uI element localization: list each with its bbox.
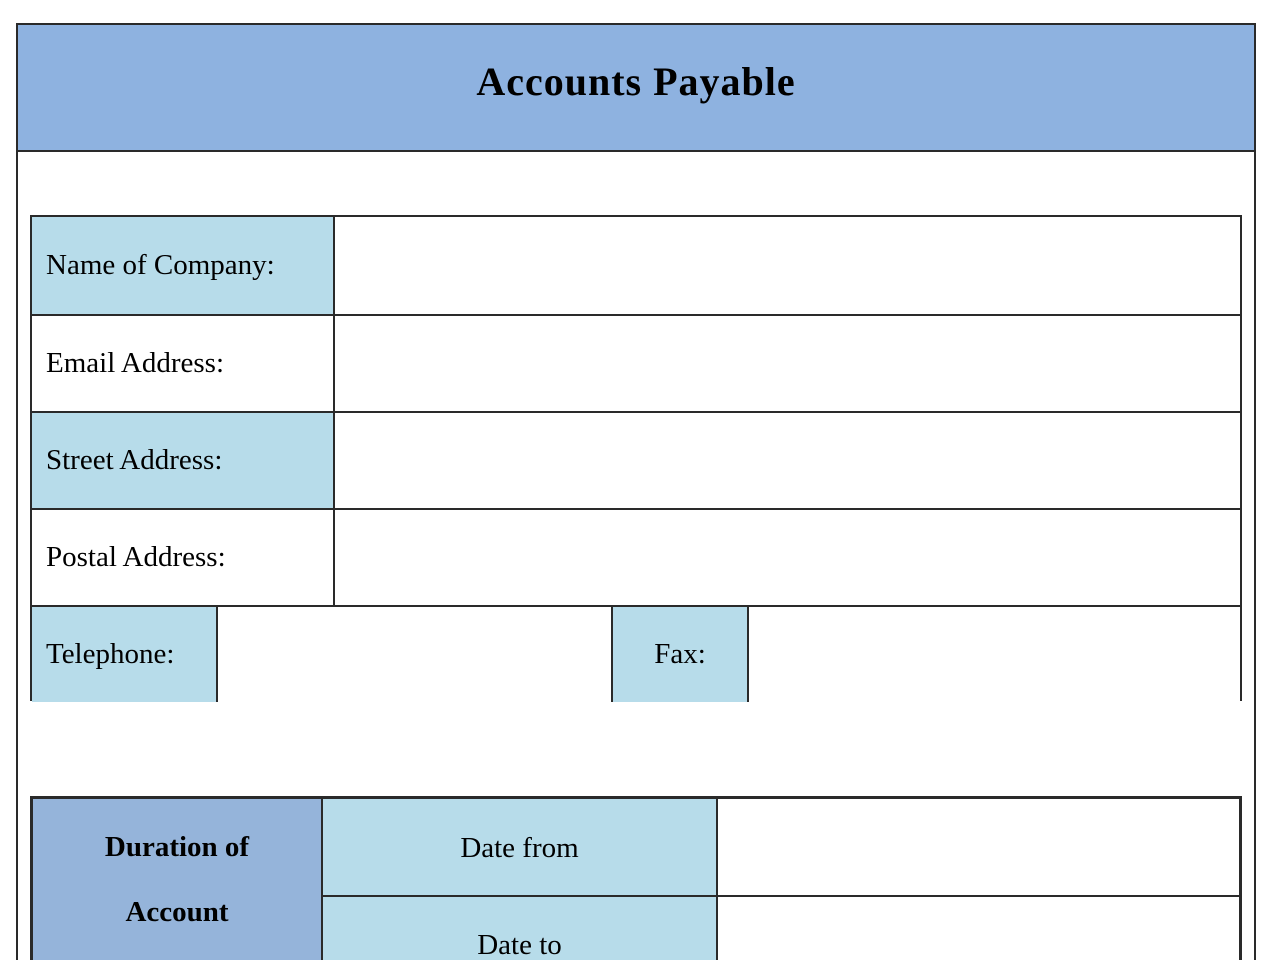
company-info-table [30, 215, 1242, 701]
company-name-row [32, 217, 1240, 314]
contact-row [32, 605, 1240, 702]
date-to-field[interactable] [718, 895, 1239, 960]
email-field[interactable] [335, 316, 1240, 411]
company-name-label: Name of Company: [32, 217, 335, 314]
fax-label: Fax: [613, 607, 749, 702]
date-to-label [323, 895, 718, 960]
duration-label-line2: Account [125, 896, 229, 928]
email-row [32, 314, 1240, 411]
date-from-label [323, 799, 718, 895]
duration-label-line1: Duration of [104, 831, 250, 863]
street-address-label: Street Address: [32, 413, 335, 508]
email-label: Email Address: [32, 316, 335, 411]
date-to-text: Date to [477, 929, 562, 960]
company-name-field[interactable] [335, 217, 1240, 314]
form-title: Accounts Payable [476, 59, 796, 104]
postal-address-row [32, 508, 1240, 605]
duration-label [33, 799, 323, 960]
duration-table [30, 796, 1242, 960]
form-header [16, 23, 1256, 152]
telephone-field[interactable] [218, 607, 613, 702]
telephone-label: Telephone: [32, 607, 218, 702]
street-address-row [32, 411, 1240, 508]
postal-address-label: Postal Address: [32, 510, 335, 605]
fax-field[interactable] [749, 607, 1240, 702]
street-address-field[interactable] [335, 413, 1240, 508]
postal-address-field[interactable] [335, 510, 1240, 605]
date-from-field[interactable] [718, 799, 1239, 895]
date-from-text: Date from [460, 832, 579, 864]
